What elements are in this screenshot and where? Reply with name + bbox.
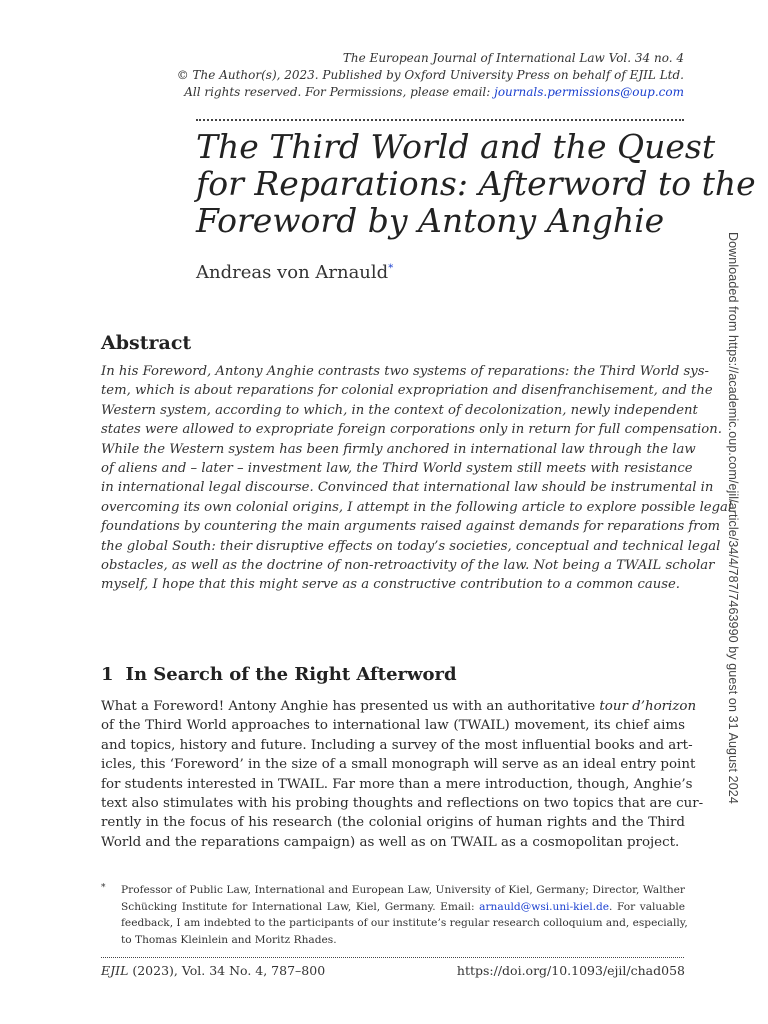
- citation-details: (2023), Vol. 34 No. 4, 787–800: [128, 963, 326, 978]
- body-line: rently in the focus of his research (the colonial origins of human rights and the Third: [101, 815, 685, 831]
- body-line: World and the reparations campaign) as well as on TWAIL as a cosmopolitan project.: [101, 834, 680, 850]
- permissions-line: [84, 84, 684, 101]
- section-title: In Search of the Right Afterword: [125, 664, 457, 685]
- author-name: Andreas von Arnauld: [196, 262, 389, 283]
- body-line-italic: tour d’horizon: [599, 699, 697, 714]
- journal-header-line: The European Journal of International Law Vol. 34 no. 4: [342, 51, 684, 65]
- abstract-line: In his Foreword, Antony Anghie contrasts two systems of reparations: the Third World sys-: [101, 364, 709, 379]
- abstract-line: of aliens and – later – investment law, the Third World system still meets with resistance: [101, 461, 693, 477]
- abstract-heading: Abstract: [101, 332, 192, 354]
- abstract-line: myself, I hope that this might serve as a constructive contribution to a common cause.: [101, 577, 680, 593]
- citation: [101, 963, 325, 978]
- journal-abbrev: EJIL: [101, 963, 129, 978]
- title-line: Foreword by Antony Anghie: [196, 201, 665, 240]
- abstract-line: While the Western system has been firmly anchored in international law through the law: [101, 441, 696, 457]
- copyright-line: © The Author(s), 2023. Published by Oxford University Press on behalf of EJIL Ltd.: [176, 68, 684, 82]
- permissions-text: All rights reserved. For Permissions, please email:: [184, 85, 495, 99]
- body-line: for students interested in TWAIL. Far more than a mere introduction, though, Anghie’s: [101, 776, 693, 792]
- body-line: icles, this ‘Foreword’ in the size of a small monograph will serve as an ideal entry point: [101, 757, 696, 773]
- abstract-line: Western system, according to which, in the context of decolonization, newly independent: [101, 402, 698, 418]
- footnote-text-part: Schücking Institute for International Law, Kiel, Germany. Email:: [121, 900, 480, 913]
- abstract-line: overcoming its own colonial origins, I attempt in the following article to explore possible legal: [101, 499, 733, 515]
- article-title: [196, 127, 756, 240]
- abstract-line: obstacles, as well as the doctrine of non-retroactivity of the law. Not being a TWAIL scholar: [101, 558, 715, 574]
- journal-header: [84, 50, 684, 101]
- footnote-line: [121, 899, 685, 916]
- footnote-line: Professor of Public Law, International and European Law, University of Kiel, Germany; Director, Walther: [121, 884, 685, 896]
- abstract-line: tem, which is about reparations for colonial expropriation and disenfranchisement, and the: [101, 383, 713, 399]
- footer-divider: [101, 957, 684, 958]
- title-line: The Third World and the Quest: [196, 127, 716, 166]
- permissions-email-link[interactable]: journals.permissions@oup.com: [494, 85, 684, 99]
- footnote-line: to Thomas Kleinlein and Moritz Rhades.: [121, 933, 337, 946]
- download-watermark: Downloaded from https://academic.oup.com/ejil/article/34/4/787/7463990 by guest on 31 August 2024: [726, 232, 740, 804]
- footnote-mark: *: [101, 883, 106, 893]
- footnote-line: feedback, I am indebted to the participants of our institute’s regular research colloquium and, especially,: [121, 917, 688, 930]
- abstract-line: in international legal discourse. Convinced that international law should be instrumental in: [101, 480, 714, 496]
- doi-link[interactable]: https://doi.org/10.1093/ejil/chad058: [456, 963, 685, 978]
- author-footnote-mark[interactable]: *: [388, 263, 394, 274]
- header-divider: [196, 119, 684, 121]
- abstract-line: foundations by countering the main arguments raised against demands for reparations from: [101, 519, 721, 535]
- abstract-line: states were allowed to expropriate foreign corporations only in return for full compensation.: [101, 422, 722, 438]
- abstract-line: the global South: their disruptive effects on today’s societies, conceptual and technical legal: [101, 538, 721, 554]
- section-heading: [101, 664, 457, 685]
- title-line: for Reparations: Afterword to the: [196, 164, 756, 203]
- footnote-text-part: . For valuable: [609, 900, 685, 913]
- author-email-link[interactable]: arnauld@wsi.uni-kiel.de: [479, 900, 610, 913]
- author-byline: [196, 262, 393, 283]
- body-line-prefix: What a Foreword! Antony Anghie has presented us with an authoritative: [101, 699, 600, 714]
- footnote-text: [121, 882, 688, 948]
- section-number: 1: [101, 664, 114, 685]
- body-line: text also stimulates with his probing thoughts and reflections on two topics that are cur-: [101, 796, 704, 812]
- body-line: [101, 697, 697, 716]
- body-line: and topics, history and future. Including a survey of the most influential books and art-: [101, 737, 693, 753]
- body-line: of the Third World approaches to international law (TWAIL) movement, its chief aims: [101, 718, 685, 734]
- abstract-text: [101, 362, 733, 595]
- section-body: [101, 697, 704, 852]
